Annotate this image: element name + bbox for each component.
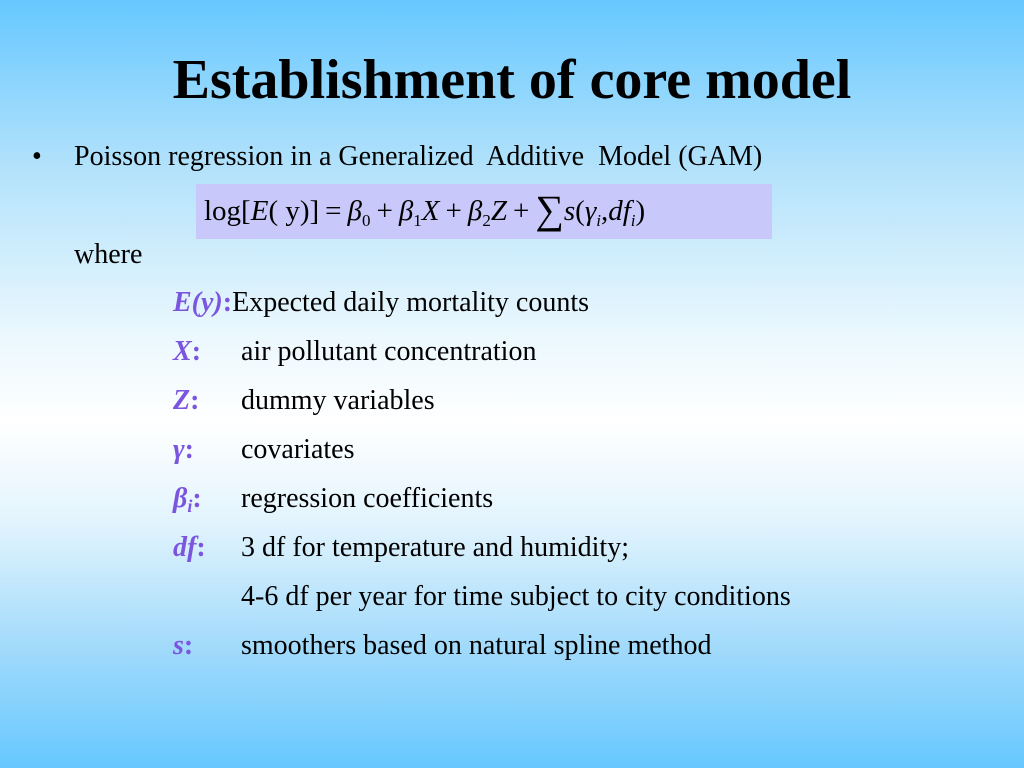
bullet-text: Poisson regression in a Generalized Additive Model (GAM) [74, 141, 763, 172]
eq-plus1: + [376, 195, 393, 227]
definition-desc: air pollutant concentration [241, 336, 537, 367]
eq-x: X [421, 195, 440, 227]
definition-colon: : [192, 483, 202, 514]
where-label: where [74, 239, 143, 270]
definition-colon: : [190, 385, 200, 416]
definition-desc: 4-6 df per year for time subject to city conditions [241, 581, 791, 612]
eq-sub2: 2 [482, 211, 491, 230]
eq-sub0: 0 [361, 211, 371, 230]
definition-term: df [173, 532, 197, 563]
eq-beta0: β [347, 195, 362, 227]
definition-df [173, 529, 629, 567]
eq-equals: = [325, 195, 342, 227]
definition-desc: 3 df for temperature and humidity; [241, 532, 629, 563]
definition-term: β [173, 483, 188, 514]
definition-gamma [173, 431, 355, 469]
definition-term: E(y) [173, 287, 223, 318]
definition-colon: : [222, 287, 233, 318]
definition-desc: Expected daily mortality counts [232, 287, 589, 318]
definition-term: γ [173, 434, 185, 465]
eq-z: Z [490, 195, 507, 227]
bullet-symbol: • [32, 141, 42, 172]
definition-term: s [173, 630, 184, 661]
definition-s [173, 627, 712, 665]
eq-comma: , [600, 195, 609, 227]
eq-sub1: 1 [413, 211, 422, 230]
definition-colon: : [191, 336, 202, 367]
definition-subscript: i [187, 496, 193, 516]
definition-beta [173, 480, 494, 518]
eq-sum: ∑ [535, 187, 564, 232]
eq-log: log[ [204, 195, 251, 227]
definition-colon: : [196, 532, 206, 563]
eq-beta2: β [467, 195, 483, 227]
definition-desc: covariates [241, 434, 355, 465]
definition-colon: : [184, 434, 194, 465]
eq-beta1: β [398, 195, 414, 227]
gam-equation [196, 184, 772, 239]
eq-open: ( [575, 195, 585, 227]
eq-subi2: i [630, 211, 636, 230]
eq-subi1: i [596, 211, 601, 230]
definition-desc: dummy variables [241, 385, 435, 416]
definition-desc: smoothers based on natural spline method [241, 630, 712, 661]
definition-x [173, 333, 537, 371]
eq-e: E [250, 195, 269, 227]
eq-df: df [608, 195, 631, 227]
definition-term: X [173, 336, 192, 367]
definition-term: Z [173, 385, 191, 416]
definition-ey [173, 284, 589, 322]
eq-plus3: + [512, 195, 530, 227]
eq-plus2: + [445, 195, 462, 227]
eq-s: s [563, 195, 576, 227]
eq-y: ( y)] [268, 195, 320, 227]
definition-desc: regression coefficients [241, 483, 494, 514]
definition-colon: : [183, 630, 194, 661]
slide-title: Establishment of core model [172, 49, 852, 111]
definition-z [173, 382, 435, 420]
eq-close: ) [635, 195, 646, 227]
bullet-item [32, 138, 762, 176]
eq-gamma: γ [584, 195, 597, 227]
